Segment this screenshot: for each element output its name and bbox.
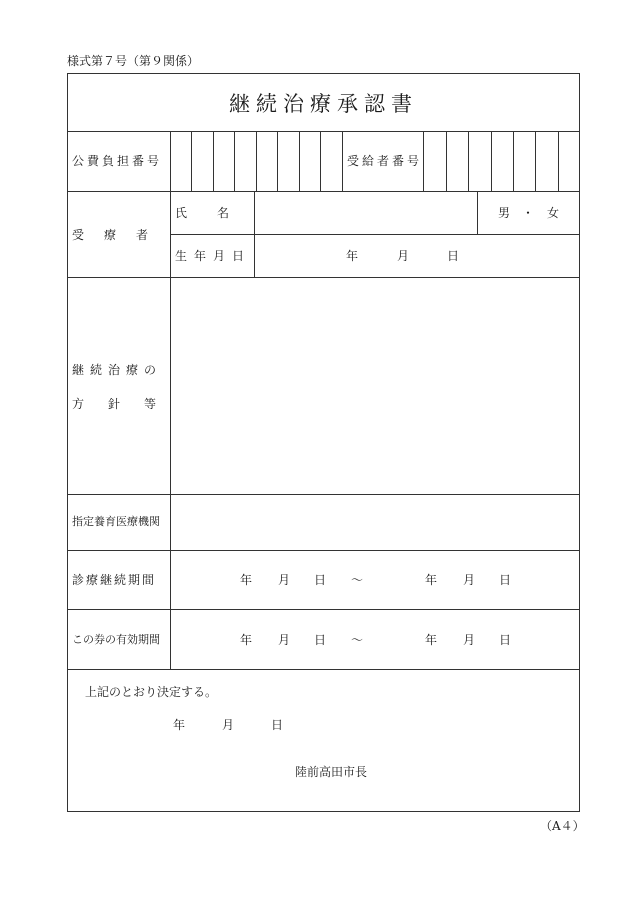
digit-box-divider — [446, 131, 447, 191]
birthdate-month: 月 — [397, 249, 410, 263]
policy-label-line2: 方 針 等 — [72, 397, 163, 411]
rule — [254, 191, 255, 277]
digit-box-divider — [320, 131, 321, 191]
digit-box-divider — [491, 131, 492, 191]
public-expense-number-label: 公費負担番号 — [72, 154, 163, 168]
patient-label: 受 療 者 — [72, 228, 153, 242]
gender-separator: ・ — [522, 206, 535, 220]
form-number: 様式第７号（第９関係） — [67, 54, 200, 68]
treatment-tilde: ～ — [351, 573, 364, 587]
decision-month: 月 — [222, 718, 235, 732]
treatment-start-year: 年 — [240, 573, 253, 587]
issuer: 陸前高田市長 — [295, 765, 368, 779]
rule — [170, 234, 580, 235]
gender-male[interactable]: 男 — [498, 206, 511, 220]
birthdate-day: 日 — [447, 249, 460, 263]
rule — [67, 669, 580, 670]
treatment-start-day: 日 — [314, 573, 327, 587]
validity-end-month: 月 — [463, 633, 476, 647]
digit-box-divider — [234, 131, 235, 191]
digit-box-divider — [299, 131, 300, 191]
rule — [67, 131, 580, 132]
digit-box-divider — [213, 131, 214, 191]
institution-label: 指定養育医療機関 — [72, 515, 160, 528]
name-label: 氏 名 — [175, 206, 232, 220]
validity-start-day: 日 — [314, 633, 327, 647]
digit-box-divider — [558, 131, 559, 191]
digit-box-divider — [191, 131, 192, 191]
policy-field[interactable] — [171, 278, 579, 494]
rule — [67, 550, 580, 551]
digit-box-divider — [342, 131, 343, 191]
digit-box-divider — [513, 131, 514, 191]
decision-day: 日 — [271, 718, 284, 732]
rule — [67, 191, 580, 192]
treatment-end-month: 月 — [463, 573, 476, 587]
digit-box-divider — [535, 131, 536, 191]
treatment-end-year: 年 — [425, 573, 438, 587]
decision-year: 年 — [173, 718, 186, 732]
validity-tilde: ～ — [351, 633, 364, 647]
treatment-period-label: 診療継続期間 — [72, 573, 157, 587]
gender-female[interactable]: 女 — [547, 206, 560, 220]
treatment-start-month: 月 — [278, 573, 291, 587]
institution-field[interactable] — [171, 495, 579, 550]
treatment-end-day: 日 — [499, 573, 512, 587]
rule — [477, 191, 478, 234]
validity-start-month: 月 — [278, 633, 291, 647]
digit-box-divider — [423, 131, 424, 191]
rule — [67, 609, 580, 610]
decision-text: 上記のとおり決定する。 — [85, 685, 218, 699]
digit-box-divider — [277, 131, 278, 191]
digit-box-divider — [468, 131, 469, 191]
validity-end-day: 日 — [499, 633, 512, 647]
policy-label-line1: 継続治療の — [72, 363, 163, 377]
validity-period-label: この券の有効期間 — [72, 633, 160, 646]
paper-size: （A４） — [540, 819, 585, 833]
page-title: 継続治療承認書 — [229, 92, 418, 116]
validity-end-year: 年 — [425, 633, 438, 647]
validity-start-year: 年 — [240, 633, 253, 647]
birthdate-year: 年 — [346, 249, 359, 263]
recipient-number-label: 受給者番号 — [347, 154, 423, 168]
digit-box-divider — [256, 131, 257, 191]
birthdate-label: 生年月日 — [175, 249, 252, 263]
